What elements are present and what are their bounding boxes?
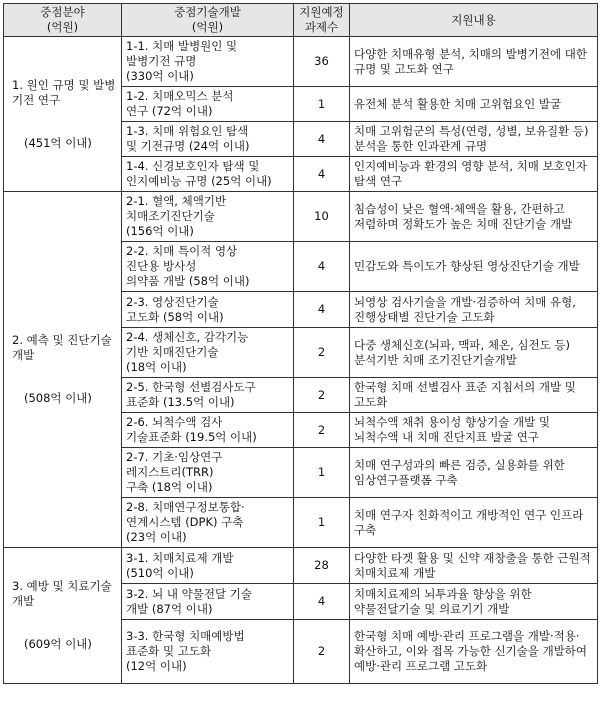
tech-cell: 2-1. 혈액, 체액기반 치매조기진단기술 (156억 이내)	[122, 192, 294, 242]
count-cell: 2	[294, 413, 350, 448]
support-table	[3, 3, 598, 684]
table-row	[4, 37, 598, 87]
content-cell: 침습성이 낮은 혈액·체액을 활용, 간편하고 저렴하며 정확도가 높은 치매 진단기술 개발	[350, 192, 598, 242]
field-amount: (451억 이내)	[24, 135, 92, 150]
tech-cell: 3-3. 한국형 치매예방법 표준화 및 고도화 (12억 이내)	[122, 620, 294, 684]
content-cell: 유전체 분석 활용한 치매 고위험요인 발굴	[350, 87, 598, 122]
tech-cell: 2-4. 생체신호, 감각기능 기반 치매진단기술 (18억 이내)	[122, 328, 294, 378]
field-amount: (609억 이내)	[24, 637, 92, 651]
field-cell-3	[4, 548, 122, 684]
header-content: 지원내용	[350, 4, 598, 37]
content-cell: 뇌척수액 채취 용이성 향상기술 개발 및 뇌척수액 내 치매 진단지표 발굴 연구	[350, 413, 598, 448]
content-cell: 치매 고위험군의 특성(연령, 성별, 보유질환 등) 분석을 통한 인과관계 규명	[350, 122, 598, 157]
count-cell: 2	[294, 378, 350, 413]
tech-cell: 2-5. 한국형 선별검사도구 표준화 (13.5억 이내)	[122, 378, 294, 413]
tech-cell: 2-2. 치매 특이적 영상 진단용 방사성 의약품 개발 (58억 이내)	[122, 242, 294, 292]
content-cell: 다양한 치매유형 분석, 치매의 발병기전에 대한 규명 및 고도화 연구	[350, 37, 598, 87]
content-cell: 치매치료제의 뇌투과율 향상을 위한 약물전달기술 및 의료기기 개발	[350, 584, 598, 620]
tech-cell: 1-3. 치매 위험요인 탐색 및 기전규명 (24억 이내)	[122, 122, 294, 157]
content-cell: 뇌영상 검사기술을 개발·검증하여 치매 유형, 진행상태별 진단기술 고도화	[350, 292, 598, 328]
count-cell: 1	[294, 87, 350, 122]
content-cell: 민감도와 특이도가 향상된 영상진단기술 개발	[350, 242, 598, 292]
tech-cell: 3-2. 뇌 내 약물전달 기술 개발 (87억 이내)	[122, 584, 294, 620]
count-cell: 1	[294, 448, 350, 498]
tech-cell: 3-1. 치매치료제 개발 (510억 이내)	[122, 548, 294, 584]
tech-cell: 2-8. 치매연구정보통합· 연계시스템 (DPK) 구축 (23억 이내)	[122, 498, 294, 548]
field-amount: (508억 이내)	[24, 391, 92, 405]
content-cell: 다양한 타겟 활용 및 신약 재창출을 통한 근원적 치매치료제 개발	[350, 548, 598, 584]
tech-cell: 2-3. 영상진단기술 고도화 (58억 이내)	[122, 292, 294, 328]
field-name: 3. 예방 및 치료기술 개발	[12, 579, 112, 608]
tech-cell: 1-4. 신경보호인자 탐색 및 인지예비능 규명 (25억 이내)	[122, 157, 294, 192]
table-row	[4, 548, 598, 584]
count-cell: 2	[294, 328, 350, 378]
content-cell: 다중 생체신호(뇌파, 맥파, 체온, 심전도 등) 분석기반 치매 조기진단기술개발	[350, 328, 598, 378]
page	[3, 3, 597, 684]
content-cell: 한국형 치매 선별검사 표준 지침서의 개발 및 고도화	[350, 378, 598, 413]
tech-cell: 1-2. 치매오믹스 분석 연구 (72억 이내)	[122, 87, 294, 122]
header-tech: 중점기술개발 (억원)	[122, 4, 294, 37]
count-cell: 4	[294, 242, 350, 292]
tech-cell: 1-1. 치매 발병원인 및 발병기전 규명 (330억 이내)	[122, 37, 294, 87]
field-name: 2. 예측 및 진단기술 개발	[12, 333, 112, 362]
field-cell-2	[4, 192, 122, 548]
field-name: 1. 원인 규명 및 발병 기전 연구	[12, 77, 116, 107]
header-count: 지원예정 과제수	[294, 4, 350, 37]
count-cell: 4	[294, 157, 350, 192]
count-cell: 4	[294, 584, 350, 620]
count-cell: 2	[294, 620, 350, 684]
content-cell: 한국형 치매 예방·관리 프로그램을 개발·적용·확산하고, 이와 접목 가능한 신기술을 개발하여 예방·관리 프로그램 고도화	[350, 620, 598, 684]
content-cell: 치매 연구성과의 빠른 검증, 실용화를 위한 임상연구플랫폼 구축	[350, 448, 598, 498]
count-cell: 28	[294, 548, 350, 584]
tech-cell: 2-7. 기초·임상연구 레지스트리(TRR) 구축 (18억 이내)	[122, 448, 294, 498]
content-cell: 치매 연구자 친화적이고 개방적인 연구 인프라 구축	[350, 498, 598, 548]
content-cell: 인지예비능과 환경의 영향 분석, 치매 보호인자 탐색 연구	[350, 157, 598, 192]
count-cell: 36	[294, 37, 350, 87]
tech-cell: 2-6. 뇌척수액 검사 기술표준화 (19.5억 이내)	[122, 413, 294, 448]
count-cell: 10	[294, 192, 350, 242]
count-cell: 4	[294, 292, 350, 328]
header-row	[4, 4, 598, 37]
header-field: 중점분야 (억원)	[4, 4, 122, 37]
count-cell: 4	[294, 122, 350, 157]
field-cell-1	[4, 37, 122, 192]
count-cell: 1	[294, 498, 350, 548]
table-row	[4, 192, 598, 242]
